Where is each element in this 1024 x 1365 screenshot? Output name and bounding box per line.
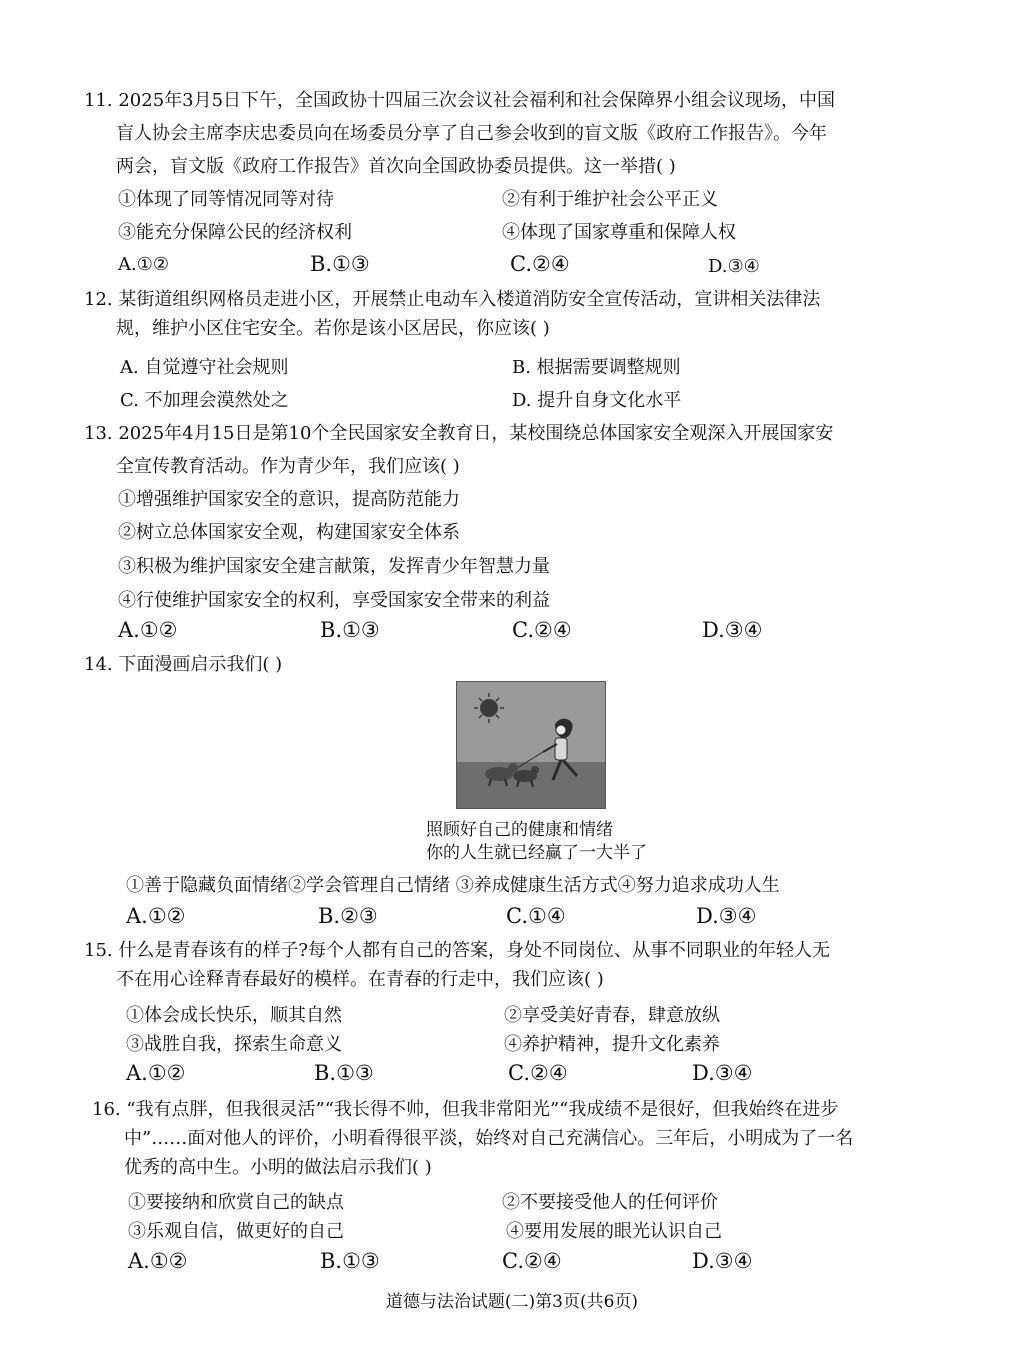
comic-illustration (456, 681, 606, 809)
q12-option-b: B. 根据需要调整规则 (512, 357, 681, 378)
q16-option-1: ①要接纳和欣赏自己的缺点 (128, 1192, 344, 1213)
q13-line-1: 13. 2025年4月15日是第10个全民国家安全教育日，某校围绕总体国家安全观深入开展国家安 (84, 423, 834, 444)
q16-answer-d: D.③④ (692, 1249, 753, 1273)
page-footer: 道德与法治试题(二)第3页(共6页) (385, 1292, 639, 1312)
q14-options: ①善于隐藏负面情绪②学会管理自己情绪 ③养成健康生活方式④努力追求成功人生 (126, 875, 780, 896)
q15-answer-a: A.①② (126, 1061, 186, 1085)
q16-answer-b: B.①③ (320, 1249, 380, 1273)
q12-option-d: D. 提升自身文化水平 (512, 390, 682, 411)
q15-option-2: ②享受美好青春，肆意放纵 (504, 1005, 720, 1026)
q13-option-3: ③积极为维护国家安全建言献策，发挥青少年智慧力量 (118, 556, 550, 577)
q13-option-2: ②树立总体国家安全观，构建国家安全体系 (118, 522, 460, 543)
q13-answer-b: B.①③ (320, 618, 380, 642)
q11-line-2: 盲人协会主席李庆忠委员向在场委员分享了自己参会收到的盲文版《政府工作报告》。今年 (116, 123, 827, 144)
q15-option-4: ④养护精神，提升文化素养 (504, 1034, 720, 1055)
q16-option-4: ④要用发展的眼光认识自己 (506, 1221, 722, 1242)
comic-caption-2: 你的人生就已经赢了一大半了 (426, 843, 647, 863)
q13-answer-d: D.③④ (702, 618, 763, 642)
q15-answer-b: B.①③ (314, 1061, 374, 1085)
q14-answer-b: B.②③ (318, 904, 378, 928)
q16-option-2: ②不要接受他人的任何评价 (502, 1192, 718, 1213)
q16-answer-c: C.②④ (502, 1249, 562, 1273)
q13-answer-c: C.②④ (512, 618, 572, 642)
q11-answer-b: B.①③ (310, 252, 370, 276)
q11-answer-d: D.③④ (708, 256, 760, 277)
q11-line-1: 11. 2025年3月5日下午，全国政协十四届三次会议社会福利和社会保障界小组会议现场，中国 (84, 90, 836, 111)
q14-answer-c: C.①④ (506, 904, 566, 928)
q15-option-3: ③战胜自我，探索生命意义 (126, 1034, 342, 1055)
q16-option-3: ③乐观自信，做更好的自己 (128, 1221, 344, 1242)
q16-answer-a: A.①② (128, 1249, 188, 1273)
q15-line-1: 15. 什么是青春该有的样子?每个人都有自己的答案，身处不同岗位、从事不同职业的年轻人无 (84, 940, 830, 961)
q11-option-1: ①体现了同等情况同等对待 (118, 189, 334, 210)
q16-line-3: 优秀的高中生。小明的做法启示我们( ) (124, 1157, 432, 1178)
q11-option-4: ④体现了国家尊重和保障人权 (502, 222, 736, 243)
q12-option-c: C. 不加理会漠然处之 (120, 390, 289, 411)
q11-option-3: ③能充分保障公民的经济权利 (118, 222, 352, 243)
q12-line-1: 12. 某街道组织网格员走进小区，开展禁止电动车入楼道消防安全宣传活动，宣讲相关法律法 (84, 289, 821, 310)
q15-option-1: ①体会成长快乐，顺其自然 (126, 1005, 342, 1026)
q13-answer-a: A.①② (118, 618, 178, 642)
q16-line-1: 16. “我有点胖，但我很灵活”“我长得不帅，但我非常阳光”“我成绩不是很好，但我始终在进步 (92, 1099, 839, 1120)
q15-answer-d: D.③④ (692, 1061, 753, 1085)
q11-answer-a: A.①② (118, 254, 169, 275)
q11-option-2: ②有利于维护社会公平正义 (502, 189, 718, 210)
q12-line-2: 规，维护小区住宅安全。若你是该小区居民，你应该( ) (116, 318, 550, 339)
q14-answer-d: D.③④ (696, 904, 757, 928)
q12-option-a: A. 自觉遵守社会规则 (120, 357, 289, 378)
q13-option-4: ④行使维护国家安全的权利，享受国家安全带来的利益 (118, 590, 550, 611)
q14-line-1: 14. 下面漫画启示我们( ) (84, 654, 283, 675)
q15-answer-c: C.②④ (508, 1061, 568, 1085)
q13-line-2: 全宣传教育活动。作为青少年，我们应该( ) (116, 456, 460, 477)
q13-option-1: ①增强维护国家安全的意识，提高防范能力 (118, 489, 460, 510)
q11-answer-c: C.②④ (510, 252, 570, 276)
q15-line-2: 不在用心诠释青春最好的模样。在青春的行走中，我们应该( ) (116, 969, 604, 990)
q11-line-3: 两会，盲文版《政府工作报告》首次向全国政协委员提供。这一举措( ) (116, 156, 676, 177)
q14-answer-a: A.①② (126, 904, 186, 928)
comic-caption-1: 照顾好自己的健康和情绪 (426, 820, 613, 840)
q16-line-2: 中”……面对他人的评价，小明看得很平淡，始终对自己充满信心。三年后，小明成为了一名 (124, 1128, 854, 1149)
